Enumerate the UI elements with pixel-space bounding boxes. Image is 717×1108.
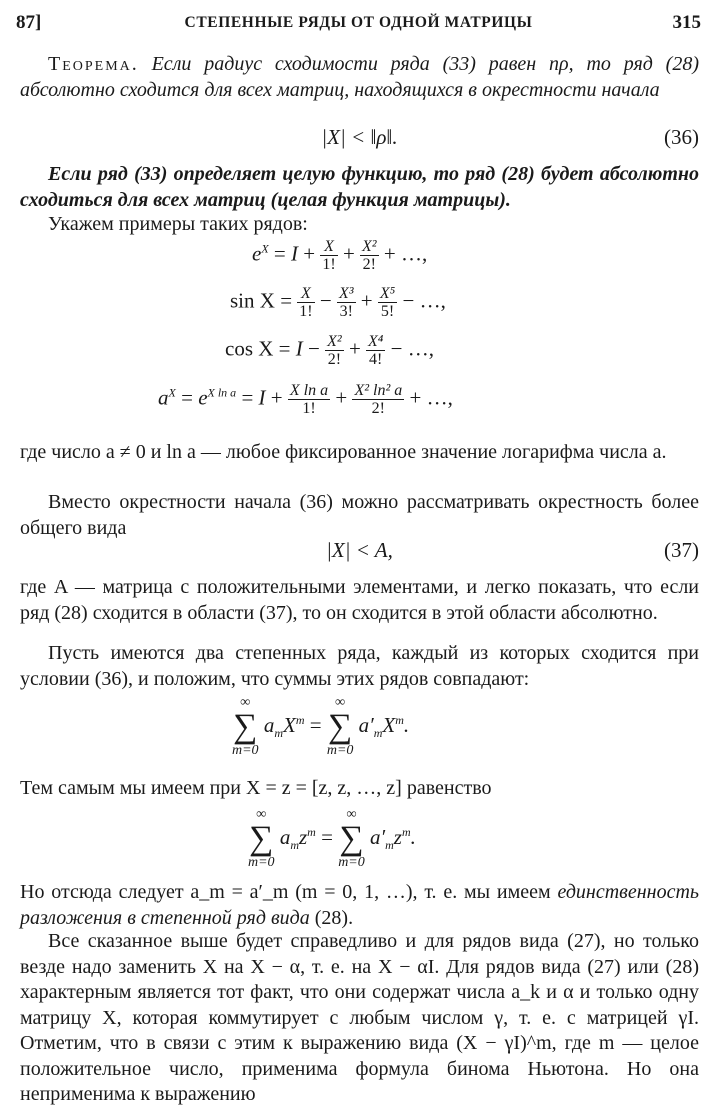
theorem-text: Если радиус сходимости ряда (33) равен nρ, то ряд (28) абсолютно сходится для всех матриц, находящихся в окрестности начала xyxy=(20,53,699,101)
exp-series: $e^X = I$ + $\frac{X}{1!}$ + $\frac{\text{X²}}{2!}$ + …, xyxy=(252,238,428,273)
entire-function-paragraph xyxy=(20,162,699,213)
equation-37-number: (37) xyxy=(664,538,699,562)
running-header xyxy=(16,12,701,38)
sin-series: sin X = $\frac{X}{1!}$ − $\frac{\text{X³}}{3!}$ + $\frac{\text{X⁵}}{5!}$ − …, xyxy=(230,285,446,320)
uniqueness-paragraph: Но отсюда следует a_m = a′_m (m = 0, 1, …), т. е. мы имеем единственность разложения в степенной ряд вида (28). xyxy=(20,881,699,929)
sum-equality-z: ∞ ∑ m=0 $a_mz^m$ = ∞ ∑ m=0 $a'_mz^m$. xyxy=(248,807,416,870)
where-a-paragraph: где A — матрица с положительными элементами, и легко показать, что если ряд (28) сходится в области (37), то он сходится в этой области абсолютно. xyxy=(20,576,699,624)
thus-paragraph: Тем самым мы имеем при X = z = [z, z, …, z] равенство xyxy=(20,777,492,799)
entire-function-text: Если ряд (33) определяет целую функцию, то ряд (28) будет абсолютно сходиться для всех матриц (целая функция матрицы). xyxy=(20,163,699,211)
section-number: 87] xyxy=(16,12,42,33)
page-number: 315 xyxy=(672,12,701,33)
equation-37 xyxy=(20,538,699,566)
theorem-label: Теорема. xyxy=(48,53,139,75)
examples-intro: Укажем примеры таких рядов: xyxy=(48,213,308,235)
a-series: $a^X = e^{X ln a} = I$ + $\frac{\text{X ln a}}{1!}$ + $\frac{\text{X² ln² a}}{2!}$ + …, xyxy=(158,382,453,417)
running-title: СТЕПЕННЫЕ РЯДЫ ОТ ОДНОЙ МАТРИЦЫ xyxy=(184,14,533,31)
equation-37-expr: |X| < A, xyxy=(326,538,393,562)
theorem-paragraph xyxy=(20,52,699,103)
equation-36-number: (36) xyxy=(664,125,699,149)
cos-series: cos X = I − $\frac{\text{X²}}{2!}$ + $\frac{\text{X⁴}}{4!}$ − …, xyxy=(225,333,434,368)
equation-36 xyxy=(20,125,699,153)
final-paragraph: Все сказанное выше будет справедливо и для рядов вида (27), но только везде надо заменить X на X − α, т. е. на X − αI. Для рядов вида (27) или (28) характерным является тот факт, что они содержат числа a_k и α и только одну матрицу X, которая коммутирует с любым числом γ, т. е. с матрицей γI. Отметим, что в связи с этим к выражению вида (X − γI)^m, где m — целое положительное число, применима формула бинома Ньютона. Но она неприменима к выражению xyxy=(20,930,699,1105)
two-series-paragraph: Пусть имеются два степенных ряда, каждый из которых сходится при условии (36), и положим, что суммы этих рядов совпадают: xyxy=(20,642,699,690)
instead-paragraph: Вместо окрестности начала (36) можно рассматривать окрестность более общего вида xyxy=(20,491,699,539)
after-series-paragraph: где число a ≠ 0 и ln a — любое фиксированное значение логарифма числа a. xyxy=(20,441,667,463)
sum-equality-x: ∞ ∑ m=0 $a_mX^m$ = ∞ ∑ m=0 $a'_mX^m$. xyxy=(232,695,410,758)
equation-36-expr: |X| < ‖ρ‖. xyxy=(321,125,398,149)
